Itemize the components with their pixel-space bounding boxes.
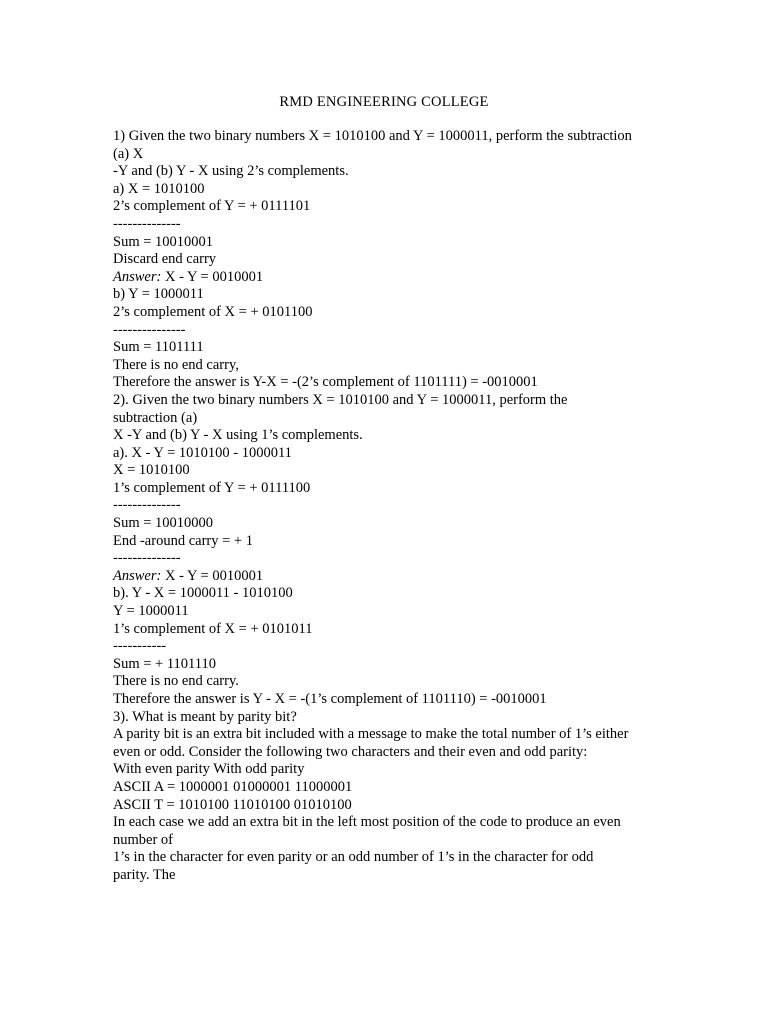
- text-line: Therefore the answer is Y-X = -(2’s complement of 1101111) = -0010001: [113, 374, 538, 391]
- text-line: 2). Given the two binary numbers X = 1010100 and Y = 1000011, perform the: [113, 391, 568, 408]
- text-line: (a) X: [113, 145, 144, 162]
- text-line: There is no end carry.: [113, 673, 239, 690]
- text-line: 2’s complement of X = + 0101100: [113, 303, 313, 320]
- text-line: Sum = + 1101110: [113, 655, 216, 672]
- text-line: Y = 1000011: [113, 603, 189, 620]
- text-line: There is no end carry,: [113, 356, 239, 373]
- answer-value: X - Y = 0010001: [161, 567, 264, 584]
- text-line: X = 1010100: [113, 462, 190, 479]
- text-line: In each case we add an extra bit in the left most position of the code to produce an even: [113, 814, 621, 831]
- text-line: b) Y = 1000011: [113, 286, 204, 303]
- text-line: 1’s complement of Y = + 0111100: [113, 479, 311, 496]
- text-line: 1’s in the character for even parity or an odd number of 1’s in the character for odd: [113, 849, 594, 866]
- answer-line: [113, 269, 673, 287]
- text-line: 2’s complement of Y = + 0111101: [113, 198, 311, 215]
- text-line: subtraction (a): [113, 409, 198, 426]
- answer-label: Answer:: [113, 268, 162, 285]
- divider-line: --------------: [113, 550, 181, 567]
- text-line: End -around carry = + 1: [113, 532, 253, 549]
- text-line: Therefore the answer is Y - X = -(1’s complement of 1101110) = -0010001: [113, 691, 547, 707]
- divider-line: --------------: [113, 497, 181, 514]
- answer-label: Answer:: [113, 567, 162, 584]
- text-line: number of: [113, 831, 173, 848]
- text-line: With even parity With odd parity: [113, 761, 305, 778]
- text-line: Sum = 1101111: [113, 339, 204, 356]
- text-line: ASCII T = 1010100 11010100 01010100: [113, 796, 352, 813]
- answer-line: [113, 568, 673, 586]
- text-line: X -Y and (b) Y - X using 1’s complements.: [113, 427, 363, 444]
- divider-line: ---------------: [113, 321, 186, 338]
- divider-line: -----------: [113, 638, 167, 655]
- text-line: Discard end carry: [113, 251, 217, 268]
- text-line: a) X = 1010100: [113, 180, 205, 197]
- text-line: b). Y - X = 1000011 - 1010100: [113, 585, 293, 602]
- page-title: RMD ENGINEERING COLLEGE: [279, 94, 489, 110]
- text-line: Sum = 10010000: [113, 515, 214, 532]
- text-line: 1) Given the two binary numbers X = 1010100 and Y = 1000011, perform the subtraction: [113, 128, 632, 144]
- text-line: A parity bit is an extra bit included with a message to make the total number of 1’s either: [113, 726, 629, 743]
- text-line: a). X - Y = 1010100 - 1000011: [113, 444, 292, 461]
- document-body: [113, 128, 673, 885]
- divider-line: --------------: [113, 215, 181, 232]
- text-line: Sum = 10010001: [113, 233, 214, 250]
- text-line: ASCII A = 1000001 01000001 11000001: [113, 778, 353, 795]
- text-line: 1’s complement of X = + 0101011: [113, 620, 313, 637]
- question-heading: 3). What is meant by parity bit?: [113, 708, 297, 725]
- text-line: even or odd. Consider the following two characters and their even and odd parity:: [113, 743, 588, 760]
- text-line: -Y and (b) Y - X using 2’s complements.: [113, 163, 349, 180]
- text-line: parity. The: [113, 866, 176, 883]
- answer-value: X - Y = 0010001: [161, 268, 264, 285]
